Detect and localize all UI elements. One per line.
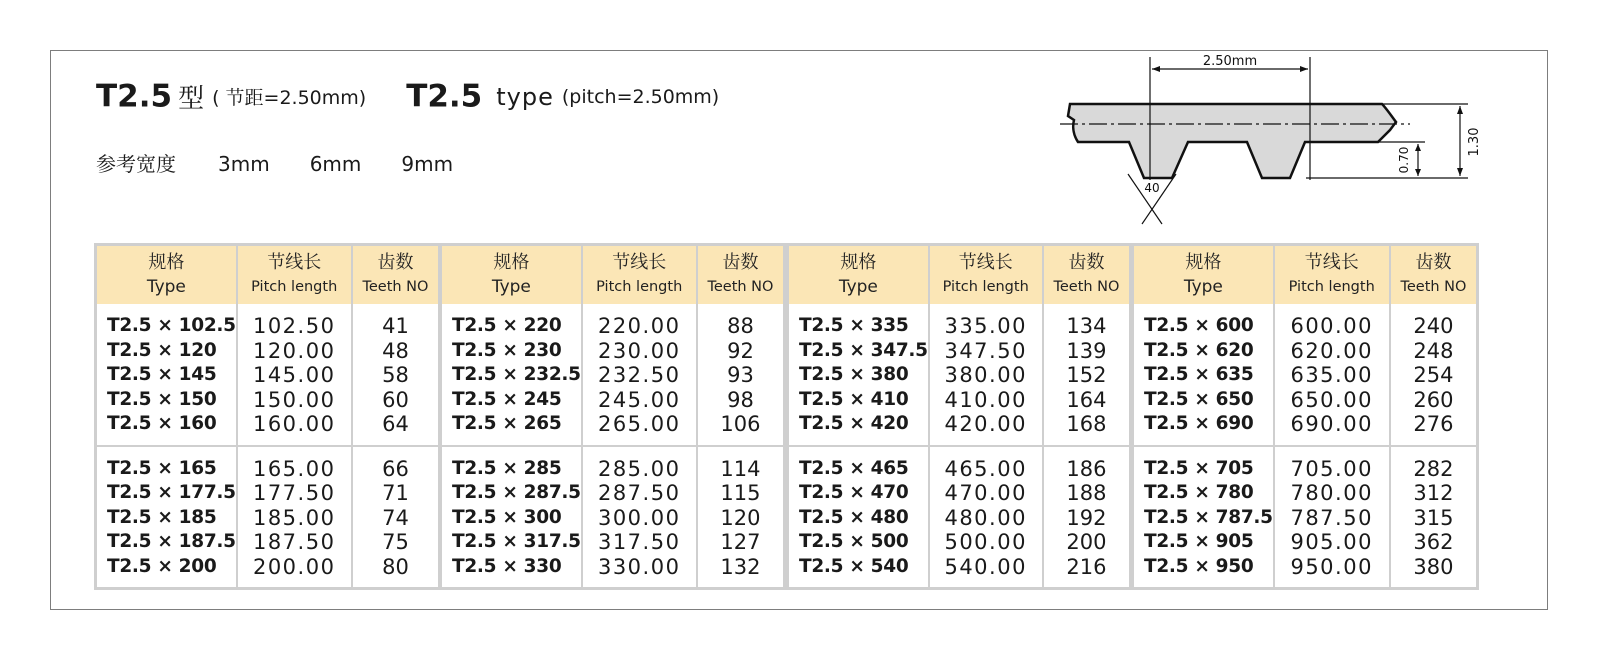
table-row — [441, 446, 785, 482]
title-cn-type: 型 — [178, 84, 205, 114]
type-cell: T2.5 × 300 — [441, 506, 582, 531]
arrow-down — [1457, 168, 1463, 176]
table-row — [96, 304, 440, 339]
type-cell: T2.5 × 650 — [1133, 388, 1274, 413]
teeth-count-cell: 106 — [720, 412, 761, 436]
spec-table-3 — [786, 243, 1132, 590]
type-cell: T2.5 × 470 — [788, 481, 929, 506]
table-row — [788, 555, 1131, 589]
teeth-count-cell: 120 — [720, 505, 761, 530]
table-row — [788, 304, 1131, 339]
pitch-length-cell: 220.00 — [582, 304, 697, 339]
type-cell: T2.5 × 347.5 — [788, 339, 929, 364]
teeth-count-cell: 127 — [720, 530, 761, 554]
pitch-length-cell: 620.00 — [1274, 339, 1390, 364]
table-row — [96, 388, 440, 413]
teeth-count-cell: 88 — [727, 314, 754, 338]
teeth-count-cell: 188 — [1066, 481, 1107, 505]
type-cell: T2.5 × 330 — [441, 555, 582, 589]
height-label: 1.30 — [1467, 127, 1482, 157]
type-cell: T2.5 × 787.5 — [1133, 506, 1274, 531]
width-value: 9mm — [401, 152, 454, 176]
type-column-header: 规格 Type — [441, 245, 582, 305]
type-cell: T2.5 × 950 — [1133, 555, 1274, 589]
teeth-count-cell: 93 — [727, 363, 754, 387]
type-cell: T2.5 × 335 — [788, 304, 929, 339]
teeth-column-header: 齿数 Teeth NO — [352, 245, 440, 305]
type-cell: T2.5 × 232.5 — [441, 363, 582, 388]
arrow-right — [1300, 66, 1308, 72]
type-column-header: 规格 Type — [96, 245, 237, 305]
title-cn-pitch: ( 节距=2.50mm) — [212, 87, 367, 109]
belt-profile-diagram — [1060, 52, 1500, 232]
pitch-length-cell: 300.00 — [582, 506, 697, 531]
type-cell: T2.5 × 465 — [788, 446, 929, 482]
table-row — [788, 446, 1131, 482]
type-cell: T2.5 × 500 — [788, 530, 929, 555]
table-row — [1133, 412, 1478, 446]
table-row — [441, 506, 785, 531]
table-row — [1133, 481, 1478, 506]
pitch-length-cell: 150.00 — [237, 388, 352, 413]
teeth-count-cell: 66 — [352, 446, 440, 482]
pitch-length-cell: 230.00 — [582, 339, 697, 364]
pitch-column-header: 节线长 Pitch length — [929, 245, 1043, 305]
teeth-count-cell: 276 — [1413, 412, 1454, 436]
table-row — [788, 388, 1131, 413]
table-row — [96, 446, 440, 482]
pitch-length-cell: 540.00 — [929, 555, 1043, 589]
title-code-en: T2.5 — [406, 78, 483, 115]
pitch-length-cell: 160.00 — [237, 412, 352, 446]
table-row — [1133, 363, 1478, 388]
table-row — [441, 304, 785, 339]
teeth-count-cell: 71 — [382, 481, 409, 505]
teeth-count-cell: 64 — [382, 412, 409, 436]
pitch-length-cell: 470.00 — [929, 481, 1043, 506]
pitch-length-cell: 690.00 — [1274, 412, 1390, 446]
pitch-length-cell: 347.50 — [929, 339, 1043, 364]
teeth-count-cell: 139 — [1066, 338, 1107, 363]
angle-label: 40 — [1144, 181, 1160, 195]
teeth-count-cell: 115 — [720, 481, 761, 505]
type-cell: T2.5 × 780 — [1133, 481, 1274, 506]
table-row — [96, 555, 440, 589]
type-cell: T2.5 × 540 — [788, 555, 929, 589]
teeth-count-cell: 74 — [382, 505, 409, 530]
table-header-row — [788, 245, 1131, 305]
pitch-length-cell: 145.00 — [237, 363, 352, 388]
table-row — [96, 530, 440, 555]
pitch-length-cell: 787.50 — [1274, 506, 1390, 531]
pitch-length-cell: 635.00 — [1274, 363, 1390, 388]
type-cell: T2.5 × 177.5 — [96, 481, 237, 506]
title-en-pitch: (pitch=2.50mm) — [561, 85, 720, 108]
arrow-left — [1152, 66, 1160, 72]
type-cell: T2.5 × 420 — [788, 412, 929, 446]
table-row — [96, 363, 440, 388]
width-value: 6mm — [309, 152, 362, 176]
pitch-length-cell: 245.00 — [582, 388, 697, 413]
table-row — [1133, 555, 1478, 589]
table-row — [1133, 446, 1478, 482]
teeth-count-cell: 200 — [1066, 530, 1107, 554]
table-header-row — [1133, 245, 1478, 305]
teeth-count-cell: 114 — [697, 446, 785, 482]
pitch-length-cell: 420.00 — [929, 412, 1043, 446]
table-row — [788, 530, 1131, 555]
teeth-count-cell: 75 — [382, 530, 409, 554]
pitch-length-cell: 600.00 — [1274, 304, 1390, 339]
teeth-count-cell: 80 — [382, 554, 409, 579]
table-row — [96, 481, 440, 506]
teeth-count-cell: 254 — [1413, 363, 1454, 387]
pitch-length-cell: 285.00 — [582, 446, 697, 482]
pitch-length-cell: 650.00 — [1274, 388, 1390, 413]
teeth-count-cell: 216 — [1066, 554, 1107, 579]
table-header-row — [96, 245, 440, 305]
table-row — [96, 339, 440, 364]
page-title — [96, 78, 719, 118]
teeth-count-cell: 248 — [1413, 338, 1454, 363]
pitch-length-cell: 335.00 — [929, 304, 1043, 339]
table-row — [96, 412, 440, 446]
teeth-count-cell: 240 — [1413, 314, 1454, 338]
table-row — [96, 506, 440, 531]
type-cell: T2.5 × 600 — [1133, 304, 1274, 339]
table-row — [441, 481, 785, 506]
type-cell: T2.5 × 620 — [1133, 339, 1274, 364]
type-cell: T2.5 × 120 — [96, 339, 237, 364]
spec-table-1 — [94, 243, 441, 590]
type-cell: T2.5 × 220 — [441, 304, 582, 339]
table-row — [441, 339, 785, 364]
type-cell: T2.5 × 380 — [788, 363, 929, 388]
teeth-count-cell: 260 — [1413, 387, 1454, 412]
teeth-count-cell: 164 — [1066, 387, 1107, 412]
width-value: 3mm — [218, 152, 270, 176]
pitch-column-header: 节线长 Pitch length — [582, 245, 697, 305]
type-cell: T2.5 × 317.5 — [441, 530, 582, 555]
teeth-count-cell: 92 — [727, 338, 754, 363]
type-cell: T2.5 × 285 — [441, 446, 582, 482]
table-row — [788, 339, 1131, 364]
teeth-column-header: 齿数 Teeth NO — [1390, 245, 1478, 305]
type-cell: T2.5 × 165 — [96, 446, 237, 482]
pitch-length-cell: 177.50 — [237, 481, 352, 506]
reference-widths — [96, 148, 493, 177]
type-column-header: 规格 Type — [1133, 245, 1274, 305]
pitch-length-cell: 265.00 — [582, 412, 697, 446]
teeth-count-cell: 132 — [720, 554, 761, 579]
type-cell: T2.5 × 185 — [96, 506, 237, 531]
teeth-count-cell: 362 — [1413, 530, 1454, 554]
spec-table-4 — [1131, 243, 1479, 590]
pitch-column-header: 节线长 Pitch length — [237, 245, 352, 305]
teeth-count-cell: 315 — [1413, 505, 1454, 530]
teeth-count-cell: 186 — [1043, 446, 1131, 482]
table-row — [788, 363, 1131, 388]
arrow-up — [1457, 106, 1463, 114]
table-row — [1133, 530, 1478, 555]
table-row — [1133, 339, 1478, 364]
table-header-row — [441, 245, 785, 305]
type-cell: T2.5 × 230 — [441, 339, 582, 364]
pitch-length-cell: 232.50 — [582, 363, 697, 388]
type-cell: T2.5 × 160 — [96, 412, 237, 446]
teeth-count-cell: 380 — [1413, 554, 1454, 579]
teeth-count-cell: 48 — [382, 338, 409, 363]
pitch-length-cell: 905.00 — [1274, 530, 1390, 555]
teeth-count-cell: 60 — [382, 387, 409, 412]
teeth-count-cell: 168 — [1066, 412, 1107, 436]
pitch-label: 2.50mm — [1202, 54, 1258, 69]
pitch-length-cell: 317.50 — [582, 530, 697, 555]
teeth-count-cell: 41 — [382, 314, 409, 338]
table-row — [1133, 506, 1478, 531]
pitch-length-cell: 185.00 — [237, 506, 352, 531]
type-cell: T2.5 × 145 — [96, 363, 237, 388]
teeth-count-cell: 312 — [1413, 481, 1454, 505]
pitch-length-cell: 200.00 — [237, 555, 352, 589]
type-cell: T2.5 × 200 — [96, 555, 237, 589]
pitch-length-cell: 410.00 — [929, 388, 1043, 413]
type-cell: T2.5 × 265 — [441, 412, 582, 446]
type-cell: T2.5 × 410 — [788, 388, 929, 413]
type-cell: T2.5 × 635 — [1133, 363, 1274, 388]
pitch-length-cell: 102.50 — [237, 304, 352, 339]
arrow-down-small — [1415, 169, 1421, 176]
table-row — [441, 412, 785, 446]
table-row — [788, 506, 1131, 531]
table-row — [441, 363, 785, 388]
table-row — [1133, 304, 1478, 339]
pitch-length-cell: 705.00 — [1274, 446, 1390, 482]
table-row — [1133, 388, 1478, 413]
type-cell: T2.5 × 287.5 — [441, 481, 582, 506]
type-cell: T2.5 × 480 — [788, 506, 929, 531]
pitch-length-cell: 380.00 — [929, 363, 1043, 388]
pitch-length-cell: 780.00 — [1274, 481, 1390, 506]
tooth-height-label: 0.70 — [1397, 146, 1411, 174]
type-cell: T2.5 × 245 — [441, 388, 582, 413]
pitch-length-cell: 500.00 — [929, 530, 1043, 555]
pitch-length-cell: 120.00 — [237, 339, 352, 364]
teeth-count-cell: 134 — [1066, 314, 1107, 338]
table-row — [441, 530, 785, 555]
pitch-length-cell: 950.00 — [1274, 555, 1390, 589]
spec-table-2 — [439, 243, 786, 590]
type-cell: T2.5 × 690 — [1133, 412, 1274, 446]
pitch-length-cell: 287.50 — [582, 481, 697, 506]
pitch-length-cell: 165.00 — [237, 446, 352, 482]
belt-profile-shape — [1068, 104, 1396, 178]
title-code: T2.5 — [96, 78, 173, 115]
pitch-column-header: 节线长 Pitch length — [1274, 245, 1390, 305]
table-row — [788, 481, 1131, 506]
table-row — [788, 412, 1131, 446]
teeth-column-header: 齿数 Teeth NO — [697, 245, 785, 305]
pitch-length-cell: 465.00 — [929, 446, 1043, 482]
teeth-count-cell: 58 — [382, 363, 409, 387]
arrow-up-small — [1415, 144, 1421, 151]
pitch-length-cell: 480.00 — [929, 506, 1043, 531]
type-cell: T2.5 × 187.5 — [96, 530, 237, 555]
table-row — [441, 388, 785, 413]
type-cell: T2.5 × 905 — [1133, 530, 1274, 555]
type-cell: T2.5 × 705 — [1133, 446, 1274, 482]
table-row — [441, 555, 785, 589]
type-cell: T2.5 × 102.5 — [96, 304, 237, 339]
pitch-length-cell: 187.50 — [237, 530, 352, 555]
teeth-count-cell: 98 — [727, 387, 754, 412]
teeth-count-cell: 282 — [1390, 446, 1478, 482]
type-column-header: 规格 Type — [788, 245, 929, 305]
title-type-word: type — [496, 82, 554, 111]
widths-label: 参考宽度 — [96, 152, 176, 176]
teeth-count-cell: 152 — [1066, 363, 1107, 387]
type-cell: T2.5 × 150 — [96, 388, 237, 413]
pitch-length-cell: 330.00 — [582, 555, 697, 589]
teeth-count-cell: 192 — [1066, 505, 1107, 530]
teeth-column-header: 齿数 Teeth NO — [1043, 245, 1131, 305]
